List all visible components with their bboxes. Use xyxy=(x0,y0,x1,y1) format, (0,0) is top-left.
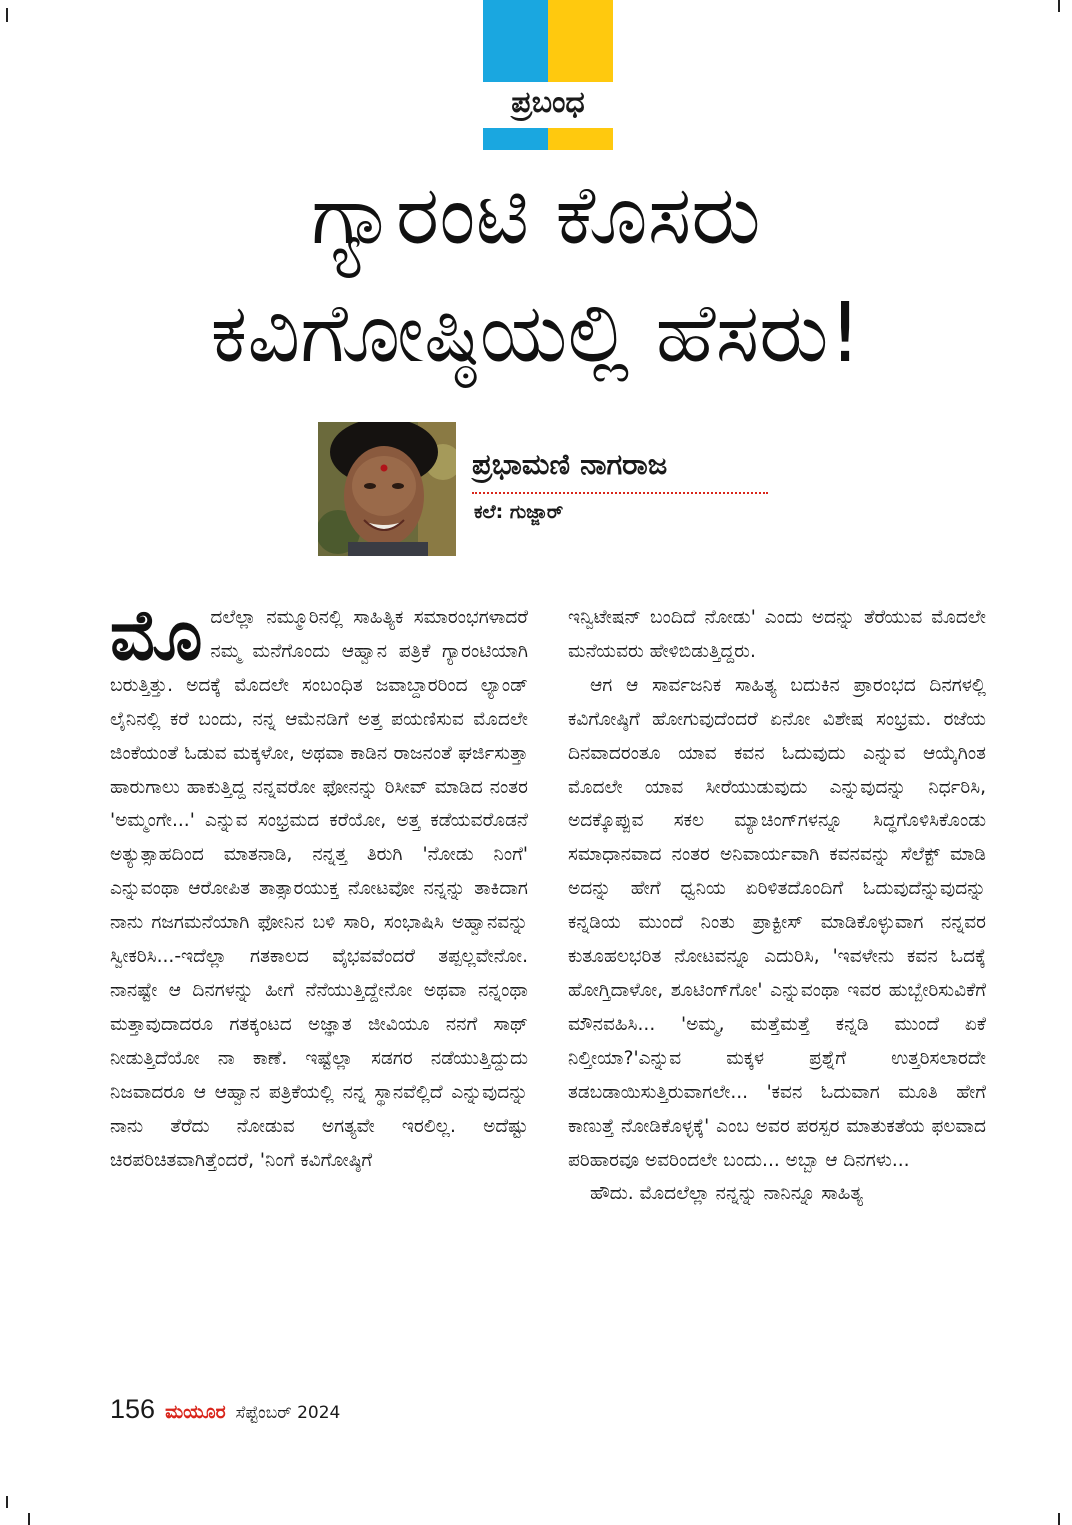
headline-line-2: ಕವಿಗೋಷ್ಠಿಯಲ್ಲಿ ಹೆಸರು! xyxy=(210,286,862,381)
page-number: 156 xyxy=(110,1394,156,1424)
article-paragraph: ಆಗ ಆ ಸಾರ್ವಜನಿಕ ಸಾಹಿತ್ಯ ಬದುಕಿನ ಪ್ರಾರಂಭದ ದಿನಗಳಲ್ಲಿ ಕವಿಗೋಷ್ಠಿಗೆ ಹೋಗುವುದೆಂದರೆ ಏನೋ ವಿಶೇಷ ಸಂಭ್ರಮ. ರಜೆಯ ದಿನವಾದರಂತೂ ಯಾವ ಕವನ ಓದುವುದು ಎನ್ನುವ ಆಯ್ಕೆಗಿಂತ ಮೊದಲೇ ಯಾವ ಸೀರೆಯುಡುವುದು ಎನ್ನುವುದನ್ನು ನಿರ್ಧರಿಸಿ, ಅದಕ್ಕೊಪ್ಪುವ ಸಕಲ ಮ್ಯಾಚಿಂಗ್‌ಗಳನ್ನೂ ಸಿದ್ಧಗೊಳಿಸಿಕೊಂಡು ಸಮಾಧಾನವಾದ ನಂತರ ಅನಿವಾರ್ಯವಾಗಿ ಕವನವನ್ನು ಸೆಲೆಕ್ಟ್ ಮಾಡಿ ಅದನ್ನು ಹೇಗೆ ಧ್ವನಿಯ ಏರಿಳಿತದೊಂದಿಗೆ ಓದುವುದೆನ್ನುವುದನ್ನು ಕನ್ನಡಿಯ ಮುಂದೆ ನಿಂತು ಪ್ರಾಕ್ಟೀಸ್ ಮಾಡಿಕೊಳ್ಳುವಾಗ ನನ್ನವರ ಕುತೂಹಲಭರಿತ ನೋಟವನ್ನೂ ಎದುರಿಸಿ, 'ಇವಳೇನು ಕವನ ಓದಕ್ಕೆ ಹೋಗ್ತಿದಾಳೋ, ಶೂಟಿಂಗ್‌ಗೋ' ಎನ್ನುವಂಥಾ ಇವರ ಹುಬ್ಬೇರಿಸುವಿಕೆಗೆ ಮೌನವಹಿಸಿ... 'ಅಮ್ಮ, ಮತ್ತೆಮತ್ತೆ ಕನ್ನಡಿ ಮುಂದೆ ಏಕೆ ನಿಲ್ತೀಯಾ?'ಎನ್ನುವ ಮಕ್ಕಳ ಪ್ರಶ್ನೆಗೆ ಉತ್ತರಿಸಲಾರದೇ ತಡಬಡಾಯಿಸುತ್ತಿರುವಾಗಲೇ... 'ಕವನ ಓದುವಾಗ ಮೂತಿ ಹೇಗೆ ಕಾಣುತ್ತೆ ನೋಡಿಕೊಳ್ಳಕ್ಕೆ' ಎಂಬ ಅವರ ಪರಸ್ಪರ ಮಾತುಕತೆಯ ಫಲವಾದ ಪರಿಹಾರವೂ ಅವರಿಂದಲೇ ಬಂದು... ಅಬ್ಬಾ ಆ ದಿನಗಳು... xyxy=(568,674,986,1171)
article-text: ದಲೆಲ್ಲಾ ನಮ್ಮೂರಿನಲ್ಲಿ ಸಾಹಿತ್ಯಿಕ ಸಮಾರಂಭಗಳಾದರೆ ನಮ್ಮ ಮನೆಗೊಂದು ಆಹ್ವಾನ ಪತ್ರಿಕೆ ಗ್ಯಾರಂಟಿಯಾಗಿ ಬರುತ್ತಿತ್ತು. ಅದಕ್ಕೆ ಮೊದಲೇ ಸಂಬಂಧಿತ ಜವಾಬ್ದಾರರಿಂದ ಲ್ಯಾಂಡ್ ಲೈನಿನಲ್ಲಿ ಕರೆ ಬಂದು, ನನ್ನ ಆಮೆನಡಿಗೆ ಅತ್ತ ಪಯಣಿಸುವ ಮೊದಲೇ ಜಿಂಕೆಯಂತೆ ಓಡುವ ಮಕ್ಕಳೋ, ಅಥವಾ ಕಾಡಿನ ರಾಜನಂತೆ ಘರ್ಜಿಸುತ್ತಾ ಹಾರುಗಾಲು ಹಾಕುತ್ತಿದ್ದ ನನ್ನವರೋ ಫೋನನ್ನು ರಿಸೀವ್ ಮಾಡಿದ ನಂತರ 'ಅಮ್ಮಂಗೇ...' ಎನ್ನುವ ಸಂಭ್ರಮದ ಕರೆಯೋ, ಅತ್ತ ಕಡೆಯವರೊಡನೆ ಅತ್ಯುತ್ಸಾಹದಿಂದ ಮಾತನಾಡಿ, ನನ್ನತ್ತ ತಿರುಗಿ 'ನೋಡು ನಿಂಗೆ' ಎನ್ನುವಂಥಾ ಆರೋಪಿತ ತಾತ್ಸಾರಯುಕ್ತ ನೋಟವೋ ನನ್ನನ್ನು ತಾಕಿದಾಗ ನಾನು ಗಜಗಮನೆಯಾಗಿ ಫೋನಿನ ಬಳಿ ಸಾರಿ, ಸಂಭಾಷಿಸಿ ಅಹ್ವಾನವನ್ನು ಸ್ವೀಕರಿಸಿ...-ಇದೆಲ್ಲಾ ಗತಕಾಲದ ವೈಭವವೆಂದರೆ ತಪ್ಪಲ್ಲವೇನೋ. ನಾನಷ್ಟೇ ಆ ದಿನಗಳನ್ನು ಹೀಗೆ ನೆನೆಯುತ್ತಿದ್ದೇನೋ ಅಥವಾ ನನ್ನಂಥಾ ಮತ್ತಾವುದಾದರೂ ಗತಕ್ಕಂಟದ ಅಜ್ಞಾತ ಜೀವಿಯೂ ನನಗೆ ಸಾಥ್ ನೀಡುತ್ತಿದೆಯೋ ನಾ ಕಾಣೆ. ಇಷ್ಟೆಲ್ಲಾ ಸಡಗರ ನಡೆಯುತ್ತಿದ್ದುದು ನಿಜವಾದರೂ ಆ ಆಹ್ವಾನ ಪತ್ರಿಕೆಯಲ್ಲಿ ನನ್ನ ಸ್ಥಾನವೆಲ್ಲಿದೆ ಎನ್ನುವುದನ್ನು ನಾನು ತೆರೆದು ನೋಡುವ ಅಗತ್ಯವೇ ಇರಲಿಲ್ಲ. ಅದೆಷ್ಟು ಚಿರಪರಿಚಿತವಾಗಿತ್ತೆಂದರೆ, 'ನಿಂಗೆ ಕವಿಗೋಷ್ಠಿಗೆ xyxy=(110,607,528,1171)
crop-mark xyxy=(6,8,8,22)
section-label: ಪ್ರಬಂಧ xyxy=(511,85,585,120)
kicker-yellow-block xyxy=(548,0,613,82)
crop-mark xyxy=(1058,1513,1060,1525)
magazine-logo: ಮಯೂರ xyxy=(165,1401,226,1423)
headline-line-1: ಗ್ಯಾರಂಟಿ ಕೊಸರು xyxy=(311,168,761,263)
kicker-blue-block xyxy=(483,0,548,82)
drop-cap: ಮೊ xyxy=(110,594,203,676)
author-name: ಪ್ರಭಾಮಣಿ ನಾಗರಾಜ xyxy=(472,447,668,481)
byline-dotted-rule xyxy=(472,492,768,494)
article-column-left xyxy=(110,594,528,1177)
article-paragraph xyxy=(110,594,528,1177)
section-kicker xyxy=(483,0,613,152)
crop-mark xyxy=(28,1513,30,1525)
art-credit: ಕಲೆ: ಗುಜ್ಜಾರ್ xyxy=(474,501,564,523)
article-paragraph: ಹೌದು. ಮೊದಲೆಲ್ಲಾ ನನ್ನನ್ನು ನಾನಿನ್ನೂ ಸಾಹಿತ್ಯ xyxy=(590,1183,863,1205)
crop-mark xyxy=(6,1496,8,1508)
issue-date: ಸೆಪ್ಟೆಂಬರ್ 2024 xyxy=(235,1403,341,1423)
kicker-blue-strip xyxy=(483,128,548,150)
page-footer xyxy=(110,1394,340,1426)
author-photo xyxy=(318,422,456,556)
article-paragraph: ಇನ್ವಿಟೇಷನ್ ಬಂದಿದೆ ನೋಡು' ಎಂದು ಅದನ್ನು ತೆರೆಯುವ ಮೊದಲೇ ಮನೆಯವರು ಹೇಳಿಬಿಡುತ್ತಿದ್ದರು. xyxy=(568,607,986,662)
kicker-yellow-strip xyxy=(548,128,613,150)
article-column-right xyxy=(568,601,986,1211)
crop-mark xyxy=(1058,0,1060,12)
